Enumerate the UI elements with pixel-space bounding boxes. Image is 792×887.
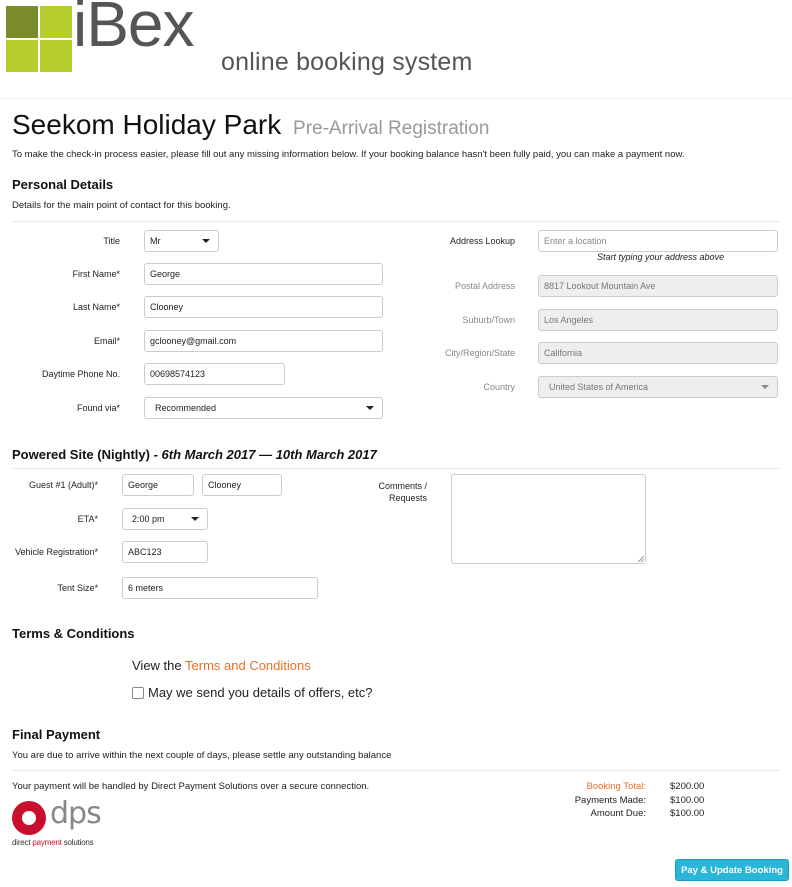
- logo-square: [6, 40, 38, 72]
- eta-value: 2:00 pm: [132, 514, 165, 524]
- email-input[interactable]: gclooney@gmail.com: [144, 330, 383, 352]
- city-label: City/Region/State: [444, 348, 515, 358]
- amount-due-label: Amount Due:: [590, 808, 646, 819]
- phone-input[interactable]: 00698574123: [144, 363, 285, 385]
- city-field: California: [538, 342, 778, 364]
- final-payment-heading: Final Payment: [12, 727, 101, 742]
- tent-size-input[interactable]: 6 meters: [122, 577, 318, 599]
- section-divider: [12, 468, 780, 469]
- dps-caption: direct payment solutions: [12, 838, 94, 847]
- arrival-note: You are due to arrive within the next couple of days, please settle any outstanding balance: [12, 750, 392, 761]
- terms-line: [132, 658, 311, 673]
- amount-due-value: $100.00: [670, 808, 705, 819]
- terms-prefix: View the: [132, 658, 186, 673]
- site-dates: - 6th March 2017 — 10th March 2017: [153, 447, 377, 462]
- logo-square: [40, 6, 72, 38]
- last-name-input[interactable]: Clooney: [144, 296, 383, 318]
- terms-link[interactable]: Terms and Conditions: [185, 658, 311, 673]
- last-name-label: Last Name*: [72, 302, 120, 312]
- personal-details-description: Details for the main point of contact for this booking.: [12, 200, 231, 211]
- country-label: Country: [483, 382, 515, 392]
- logo-square: [6, 6, 38, 38]
- found-via-select[interactable]: [144, 397, 383, 419]
- comments-label-line2: Requests: [388, 493, 427, 503]
- resize-handle-icon[interactable]: [638, 556, 644, 562]
- title-select[interactable]: [144, 230, 219, 252]
- chevron-down-icon: [761, 385, 769, 389]
- guest-last-name-input[interactable]: Clooney: [202, 474, 282, 496]
- chevron-down-icon: [191, 517, 199, 521]
- guest-first-name-input[interactable]: George: [122, 474, 194, 496]
- tent-size-label: Tent Size*: [57, 583, 98, 593]
- logo-square: [40, 40, 72, 72]
- offers-label[interactable]: May we send you details of offers, etc?: [148, 685, 373, 700]
- page-subtitle: Pre-Arrival Registration: [293, 118, 490, 139]
- offers-checkbox[interactable]: [132, 687, 144, 699]
- payments-made-value: $100.00: [670, 795, 705, 806]
- terms-heading: Terms & Conditions: [12, 626, 135, 641]
- address-lookup-input[interactable]: Enter a location: [538, 230, 778, 252]
- vehicle-registration-input[interactable]: ABC123: [122, 541, 208, 563]
- dps-circle-icon: [12, 801, 46, 835]
- section-divider: [12, 221, 780, 222]
- postal-address-field: 8817 Lookout Mountain Ave: [538, 275, 778, 297]
- logo-tagline: online booking system: [221, 48, 473, 76]
- phone-label: Daytime Phone No.: [41, 369, 120, 379]
- site-type: Powered Site (Nightly): [12, 447, 150, 462]
- comments-label-line1: Comments /: [378, 481, 427, 491]
- secure-note: Your payment will be handled by Direct Payment Solutions over a secure connection.: [12, 781, 370, 792]
- dps-wordmark: dps: [50, 796, 101, 831]
- page-title: [12, 109, 489, 141]
- first-name-label: First Name*: [72, 269, 120, 279]
- found-via-value: Recommended: [155, 403, 217, 413]
- title-value: Mr: [150, 236, 161, 246]
- logo-wordmark: iBex: [73, 0, 194, 60]
- address-hint: Start typing your address above: [597, 252, 725, 262]
- comments-textarea[interactable]: [451, 474, 646, 564]
- intro-text: To make the check-in process easier, please fill out any missing information below. If your booking balance hasn't been fully paid, you can make a payment now.: [12, 149, 685, 160]
- suburb-field: Los Angeles: [538, 309, 778, 331]
- vehicle-label: Vehicle Registration*: [14, 547, 98, 557]
- pay-update-booking-button[interactable]: Pay & Update Booking: [675, 859, 789, 881]
- eta-label: ETA*: [77, 514, 98, 524]
- payments-made-label: Payments Made:: [574, 795, 646, 806]
- email-label: Email*: [93, 336, 120, 346]
- booking-total-label: Booking Total:: [586, 781, 646, 792]
- booking-total-value: $200.00: [670, 781, 705, 792]
- first-name-input[interactable]: George: [144, 263, 383, 285]
- address-lookup-label: Address Lookup: [449, 236, 515, 246]
- site-heading: [12, 447, 377, 462]
- chevron-down-icon: [366, 406, 374, 410]
- header-divider: [0, 98, 792, 99]
- chevron-down-icon: [202, 239, 210, 243]
- country-select: [538, 376, 778, 398]
- park-name: Seekom Holiday Park: [12, 109, 282, 140]
- suburb-label: Suburb/Town: [462, 315, 515, 325]
- found-via-label: Found via*: [76, 403, 120, 413]
- section-divider: [12, 770, 780, 771]
- guest-label: Guest #1 (Adult)*: [28, 480, 98, 490]
- postal-address-label: Postal Address: [454, 281, 515, 291]
- title-label: Title: [103, 236, 120, 246]
- country-value: United States of America: [549, 382, 649, 392]
- personal-details-heading: Personal Details: [12, 177, 114, 192]
- eta-select[interactable]: [122, 508, 208, 530]
